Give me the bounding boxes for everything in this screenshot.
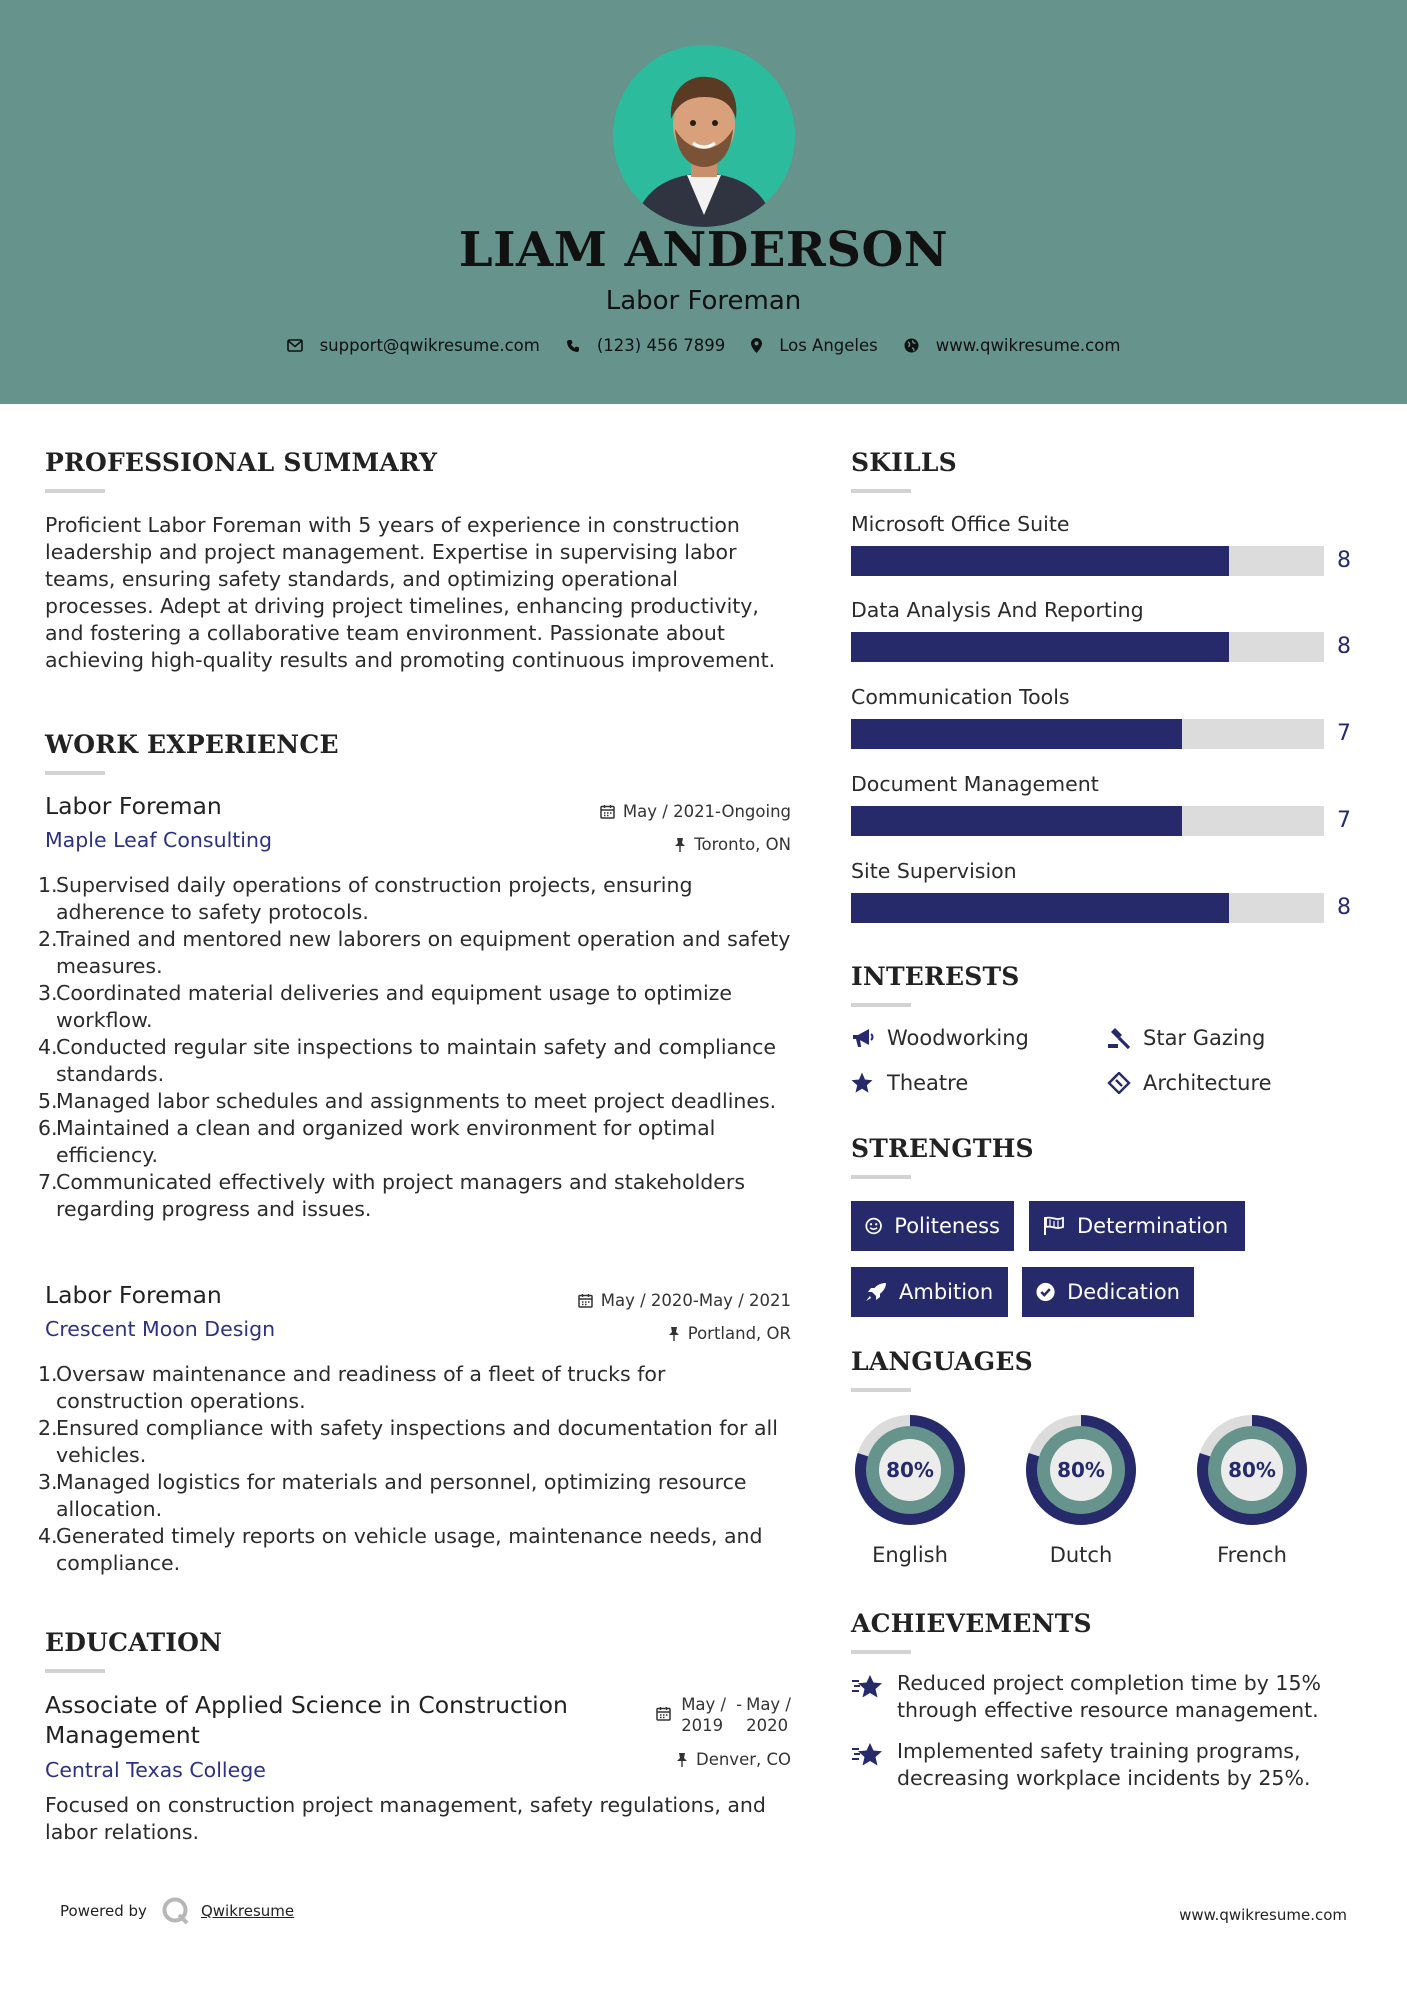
strength-tag [851,1201,1014,1251]
skill-value: 8 [1337,548,1351,573]
list-item: 7. Communicated effectively with project managers and stakeholders regarding progress and issues. [38,1170,746,1221]
section-rule [45,1669,105,1673]
star-icon [851,1072,875,1094]
ticket-icon [1107,1072,1131,1094]
skill-bar [851,806,1324,836]
phone-icon [566,339,580,353]
contact-website-text: www.qwikresume.com [935,336,1121,355]
section-heading: EDUCATION [45,1628,223,1657]
job-bullets [38,872,791,1223]
skill-row [851,772,1371,833]
language-percent: 80% [886,1458,934,1482]
section-rule [45,489,105,493]
job-location [600,835,791,854]
job-title: Labor Foreman [45,1281,222,1309]
interest-item [1107,1071,1272,1095]
skill-row [851,859,1371,920]
education-end: May / 2020 [746,1695,791,1735]
megaphone-icon [851,1027,875,1049]
section-heading: LANGUAGES [851,1347,1033,1376]
section-rule [851,1003,911,1007]
skill-row [851,598,1371,659]
globe-icon [904,338,919,353]
contact-email-text: support@qwikresume.com [319,336,540,355]
education-date: May / 2019 - May / 2020 [656,1694,791,1736]
calendar-icon [600,804,615,819]
pushpin-icon [668,1326,680,1341]
skill-name: Microsoft Office Suite [851,512,1070,536]
skill-name: Data Analysis And Reporting [851,598,1144,622]
section-heading: SKILLS [851,448,957,477]
strength-tag [1029,1201,1245,1251]
skill-bar [851,546,1324,576]
contact-location-text: Los Angeles [779,336,878,355]
section-rule [45,771,105,775]
section-rule [851,1175,911,1179]
strength-label: Dedication [1067,1280,1180,1304]
job-location-text: Toronto, ON [694,835,791,854]
list-item: 1. Oversaw maintenance and readiness of a fleet of trucks for construction operations. [38,1362,666,1413]
skill-bar-fill [851,632,1229,662]
interest-label: Theatre [887,1071,969,1095]
contact-location [751,336,878,355]
check-circle-icon [1036,1282,1055,1302]
award-star-icon [851,1742,885,1768]
achievements-section [851,1609,1092,1654]
rocket-icon [865,1282,887,1302]
skill-value: 8 [1337,895,1351,920]
smile-icon [865,1216,882,1236]
pushpin-icon [676,1752,688,1767]
language-item [1019,1408,1143,1567]
list-item: 3. Managed logistics for materials and personnel, optimizing resource allocation. [38,1470,747,1521]
profile-photo [613,45,795,227]
list-item: 2. Trained and mentored new laborers on equipment operation and safety measures. [38,927,791,978]
skill-name: Document Management [851,772,1099,796]
job-location [578,1324,791,1343]
award-star-icon [851,1674,885,1700]
language-item [848,1408,972,1567]
list-item: 4. Generated timely reports on vehicle usage, maintenance needs, and compliance. [38,1524,763,1575]
powered-by [60,1896,294,1926]
calendar-icon [656,1706,671,1721]
section-heading: STRENGTHS [851,1134,1034,1163]
skill-value: 8 [1337,634,1351,659]
pushpin-icon [674,837,686,852]
job-entry [38,1281,791,1577]
job-company: Maple Leaf Consulting [45,828,273,852]
footer-website[interactable]: www.qwikresume.com [1179,1906,1347,1924]
map-marker-icon [751,338,762,353]
section-heading: WORK EXPERIENCE [45,730,339,759]
language-gauge [848,1408,972,1532]
powered-by-label: Powered by [60,1902,147,1920]
skill-bar-fill [851,806,1182,836]
job-company: Crescent Moon Design [45,1317,276,1341]
interests-section [851,962,1020,1007]
interest-label: Woodworking [887,1026,1029,1050]
job-date-text: May / 2021-Ongoing [622,802,791,821]
skill-bar [851,632,1324,662]
skill-value: 7 [1337,808,1351,833]
language-percent: 80% [1228,1458,1276,1482]
section-rule [851,489,911,493]
achievement-item [851,1670,1371,1724]
interest-item [851,1071,968,1095]
candidate-name: LIAM ANDERSON [458,222,949,278]
skill-value: 7 [1337,721,1351,746]
language-gauge [1190,1408,1314,1532]
section-rule [851,1650,911,1654]
education-start: May / 2019 [681,1695,727,1735]
job-entry [38,792,791,1223]
job-date [578,1291,791,1310]
language-gauge [1019,1408,1143,1532]
section-heading: PROFESSIONAL SUMMARY [45,448,438,477]
section-heading: INTERESTS [851,962,1020,991]
education-description: Focused on construction project management, safety regulations, and labor relations. [45,1793,766,1844]
summary-text: Proficient Labor Foreman with 5 years of experience in construction leadership and project management. Expertise in supervising labor teams, ensuring safety standards, and optimizing operational processes. Adept at driving project timelines, enhancing productivity, and fostering a collaborative team environment. Passionate about achieving high-quality results and promoting continuous improvement. [45,513,776,672]
envelope-icon [287,339,303,352]
strengths-section [851,1134,1034,1179]
skill-bar-fill [851,546,1229,576]
section-rule [851,1388,911,1392]
gavel-icon [1107,1027,1131,1049]
candidate-title: Labor Foreman [605,286,802,316]
language-item [1190,1408,1314,1567]
skill-bar [851,719,1324,749]
education-location [656,1750,791,1769]
job-location-text: Portland, OR [687,1324,791,1343]
strength-tag [851,1267,1008,1317]
contact-email[interactable] [287,336,540,355]
languages-section [851,1347,1033,1392]
job-bullets [38,1361,791,1577]
interest-label: Star Gazing [1143,1026,1266,1050]
skill-name: Communication Tools [851,685,1070,709]
list-item: 3. Coordinated material deliveries and equipment usage to optimize workflow. [38,981,733,1032]
language-name: Dutch [1049,1543,1113,1567]
interest-item [1107,1026,1265,1050]
list-item: 5. Managed labor schedules and assignments to meet project deadlines. [38,1089,777,1113]
skill-bar [851,893,1324,923]
contact-website[interactable] [904,336,1121,355]
skill-row [851,512,1371,573]
language-name: English [872,1543,948,1567]
summary-section [45,448,437,493]
list-item: 2. Ensured compliance with safety inspections and documentation for all vehicles. [38,1416,778,1467]
achievement-text: Implemented safety training programs, decreasing workplace incidents by 25%. [897,1739,1311,1790]
education-entry [45,1690,791,1846]
list-item: 4. Conducted regular site inspections to maintain safety and compliance standards. [38,1035,776,1086]
job-title: Labor Foreman [45,792,222,820]
skills-section [851,448,957,493]
contact-bar [0,336,1407,355]
language-percent: 80% [1057,1458,1105,1482]
achievement-item [851,1738,1371,1792]
skill-name: Site Supervision [851,859,1017,883]
job-date-text: May / 2020-May / 2021 [600,1291,791,1310]
qwikresume-link[interactable]: Qwikresume [200,1902,295,1920]
job-date [600,802,791,821]
skill-bar-fill [851,893,1229,923]
skill-bar-fill [851,719,1182,749]
qwikresume-logo-icon [161,1896,191,1926]
strength-tag [1022,1267,1194,1317]
interest-label: Architecture [1143,1071,1272,1095]
strength-label: Ambition [899,1280,994,1304]
flag-icon [1043,1216,1065,1236]
achievement-text: Reduced project completion time by 15% through effective resource management. [897,1671,1321,1722]
school-name: Central Texas College [45,1758,266,1782]
strength-label: Determination [1077,1214,1229,1238]
list-item: 1. Supervised daily operations of construction projects, ensuring adherence to safety protocols. [38,873,693,924]
education-location-text: Denver, CO [695,1750,791,1769]
skill-row [851,685,1371,746]
contact-phone-text: (123) 456 7899 [596,336,726,355]
contact-phone[interactable] [566,336,725,355]
language-name: French [1217,1543,1287,1567]
calendar-icon [578,1293,593,1308]
degree-title: Associate of Applied Science in Construction Management [45,1691,568,1749]
strength-label: Politeness [894,1214,1000,1238]
list-item: 6. Maintained a clean and organized work environment for optimal efficiency. [38,1116,716,1167]
resume-header [0,0,1407,404]
education-section [45,1628,222,1673]
section-heading: ACHIEVEMENTS [851,1609,1092,1638]
interest-item [851,1026,1029,1050]
experience-section [45,730,339,775]
